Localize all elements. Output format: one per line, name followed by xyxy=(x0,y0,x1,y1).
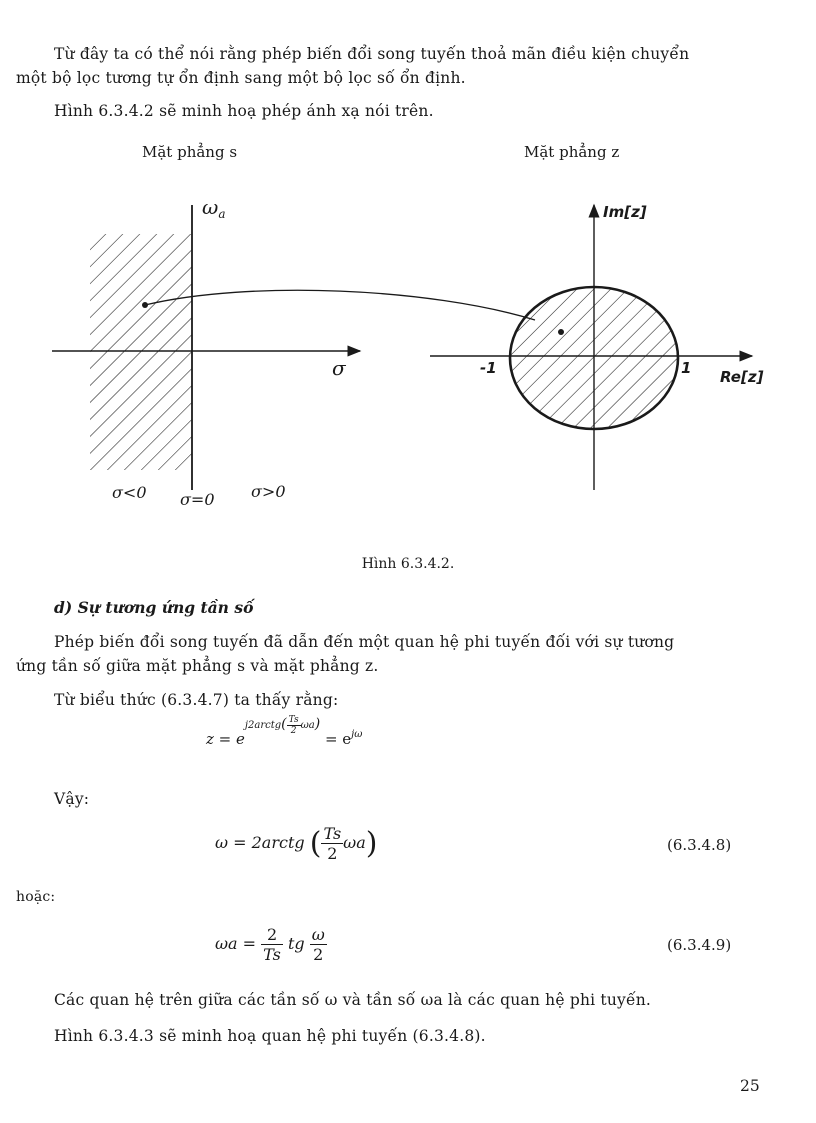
paragraph-line: Hình 6.3.4.2 sẽ minh hoạ phép ánh xạ nói trên. xyxy=(54,102,434,120)
paragraph-line: Từ đây ta có thể nói rằng phép biến đổi song tuyến thoả mãn điều kiện chuyển xyxy=(54,45,690,63)
s-plane-point xyxy=(142,302,148,308)
paragraph-line: Các quan hệ trên giữa các tần số ω và tần số ωa là các quan hệ phi tuyến. xyxy=(54,991,652,1009)
paragraph-line: hoặc: xyxy=(16,889,56,905)
paragraph-line: Từ biểu thức (6.3.4.7) ta thấy rằng: xyxy=(54,691,339,709)
paragraph-line: một bộ lọc tương tự ổn định sang một bộ lọc số ổn định. xyxy=(16,69,466,87)
minus-one-label: -1 xyxy=(480,359,497,377)
re-z-label: Re[z] xyxy=(720,368,764,386)
plus-one-label: 1 xyxy=(681,359,692,377)
sigma-gt0-label: σ>0 xyxy=(251,482,286,501)
equation-number: (6.3.4.9) xyxy=(667,936,732,954)
sigma-eq0-label: σ=0 xyxy=(180,490,215,509)
page-number: 25 xyxy=(740,1077,760,1095)
z-plane-label: Mặt phẳng z xyxy=(524,143,620,161)
s-plane-hatched-region xyxy=(90,234,192,470)
figure-caption: Hình 6.3.4.2. xyxy=(361,556,455,572)
unit-circle-hatched xyxy=(510,287,678,429)
equation-omega: ω = 2arctg ( $\frac{Ts}{2}$ ωa) xyxy=(215,824,378,863)
omega-a-label: $\omega_a$ xyxy=(202,195,226,221)
im-z-label: Im[z] xyxy=(603,203,647,221)
paragraph-line: Vậy: xyxy=(54,790,90,808)
sigma-label: σ xyxy=(332,356,346,380)
paragraph-line: Phép biến đổi song tuyến đã dẫn đến một quan hệ phi tuyến đối với sự tương xyxy=(54,633,675,651)
equation-omega-a: ωa = $\frac{2}{Ts}$ tg $\frac{\omega}{2}$ xyxy=(215,925,325,964)
paragraph-line: ứng tần số giữa mặt phẳng s và mặt phẳng z. xyxy=(16,657,379,675)
section-heading: d) Sự tương ứng tần số xyxy=(54,598,254,617)
paragraph-line: Hình 6.3.4.3 sẽ minh hoạ quan hệ phi tuyến (6.3.4.8). xyxy=(54,1027,486,1045)
sigma-lt0-label: σ<0 xyxy=(112,483,147,502)
equation-number: (6.3.4.8) xyxy=(667,836,732,854)
equation-z: $z = e^{j2arctg( \frac{Ts}{2} \omega a)} = e^{j\omega}$ xyxy=(206,715,363,748)
mapping-curve xyxy=(145,290,535,320)
s-plane-label: Mặt phẳng s xyxy=(142,143,238,161)
